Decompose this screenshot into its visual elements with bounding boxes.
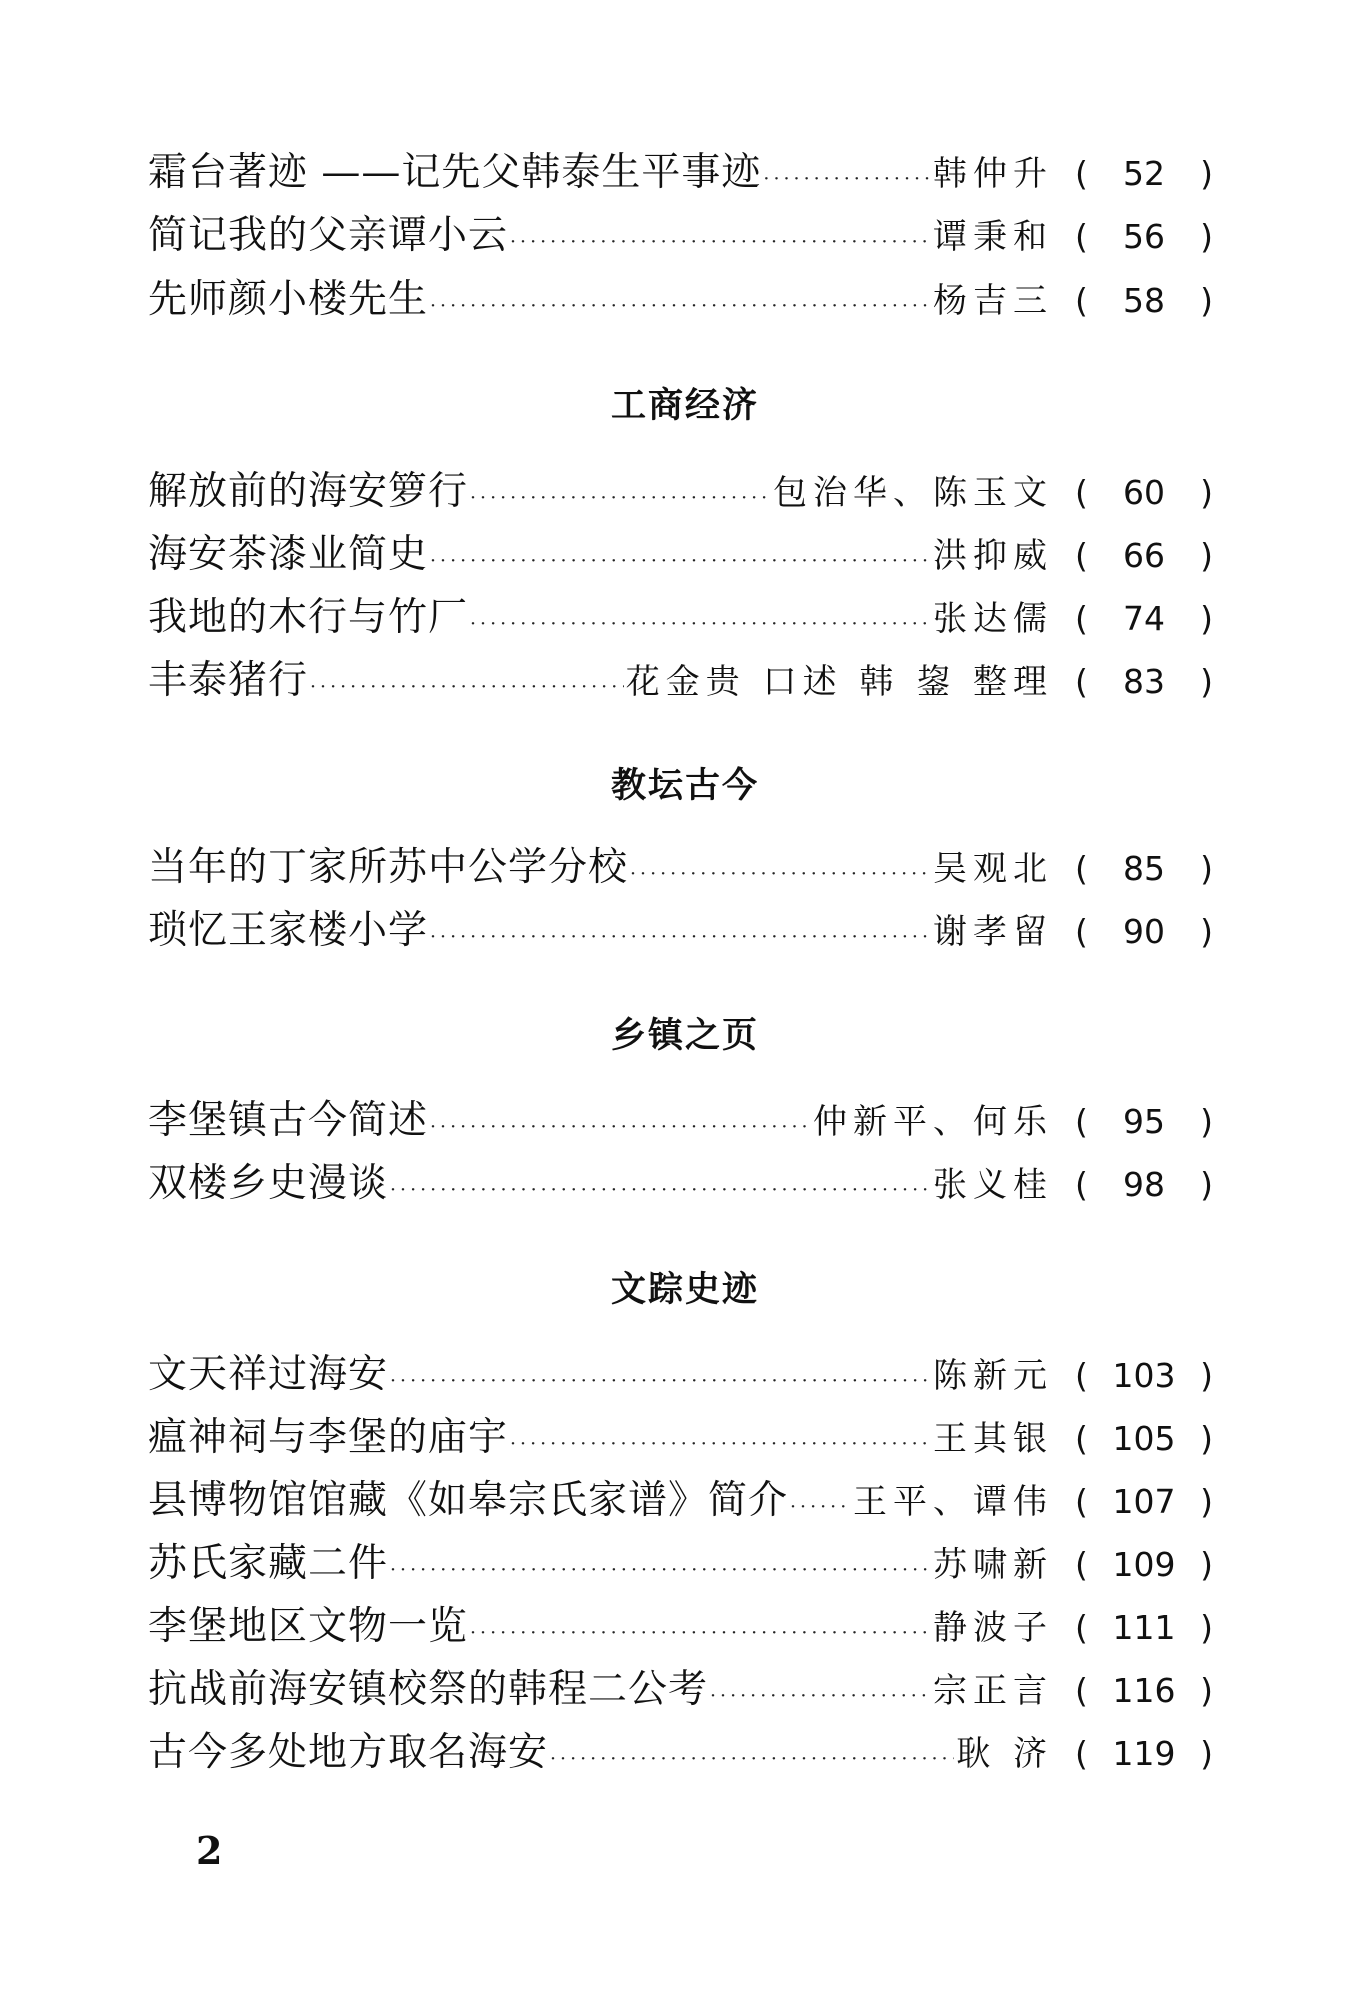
dot-leader	[470, 613, 931, 635]
entry-page-number: 109	[1112, 1545, 1176, 1584]
entry-page-ref: ( 83 )	[1075, 662, 1213, 701]
toc-entry	[148, 1658, 1213, 1714]
entry-author: 静波子	[933, 1608, 1053, 1648]
entry-page-number: 56	[1123, 217, 1165, 256]
entry-title: 琐忆王家楼小学	[148, 908, 429, 953]
entry-author: 耿 济	[956, 1734, 1053, 1774]
dot-leader	[710, 1685, 931, 1707]
dot-leader	[390, 1370, 931, 1392]
entry-title: 古今多处地方取名海安	[148, 1730, 549, 1775]
toc-entry	[148, 268, 1213, 324]
dot-leader	[510, 1433, 931, 1455]
entry-page-ref: ( 95 )	[1075, 1102, 1213, 1141]
entry-title: 李堡镇古今简述	[148, 1098, 429, 1143]
toc-entry	[148, 1721, 1213, 1777]
entry-title: 双楼乡史漫谈	[148, 1161, 389, 1206]
entry-page-number: 107	[1112, 1482, 1176, 1521]
entry-page-ref: ( 85 )	[1075, 849, 1213, 888]
entry-title: 先师颜小楼先生	[148, 277, 429, 322]
entry-page-ref: ( 107 )	[1075, 1482, 1213, 1521]
dot-leader	[630, 863, 931, 885]
toc-entry	[148, 1595, 1213, 1651]
entry-page-ref: ( 66 )	[1075, 536, 1213, 575]
entry-author: 王其银	[933, 1419, 1053, 1459]
section-heading: 乡镇之页	[610, 1016, 759, 1056]
section-heading: 文踪史迹	[610, 1270, 759, 1310]
entry-title: 霜台著迹 ——记先父韩泰生平事迹	[148, 150, 762, 195]
dot-leader	[550, 1748, 954, 1770]
entry-page-number: 74	[1123, 599, 1165, 638]
toc-entry	[148, 1406, 1213, 1462]
entry-author: 杨吉三	[933, 281, 1053, 321]
toc-entry	[148, 899, 1213, 955]
entry-page-number: 60	[1123, 473, 1165, 512]
section-heading: 工商经济	[610, 386, 759, 426]
entry-title: 当年的丁家所苏中公学分校	[148, 845, 629, 890]
entry-page-ref: ( 116 )	[1075, 1671, 1213, 1710]
dot-leader	[510, 231, 931, 253]
entry-page-ref: ( 90 )	[1075, 912, 1213, 951]
dot-leader	[430, 926, 931, 948]
dot-leader	[790, 1496, 851, 1518]
entry-page-ref: ( 119 )	[1075, 1734, 1213, 1773]
toc-entry	[148, 460, 1213, 516]
dot-leader	[430, 1116, 811, 1138]
entry-page-ref: ( 105 )	[1075, 1419, 1213, 1458]
entry-page-number: 103	[1112, 1356, 1176, 1395]
section-heading: 教坛古今	[610, 766, 759, 806]
entry-page-ref: ( 60 )	[1075, 473, 1213, 512]
entry-page-number: 98	[1123, 1165, 1165, 1204]
entry-title: 李堡地区文物一览	[148, 1604, 469, 1649]
toc-entry	[148, 1343, 1213, 1399]
entry-page-number: 119	[1112, 1734, 1176, 1773]
entry-page-number: 52	[1123, 154, 1165, 193]
toc-entry	[148, 204, 1213, 260]
entry-author: 仲新平、何乐	[813, 1102, 1053, 1142]
entry-title: 海安茶漆业简史	[148, 532, 429, 577]
entry-author: 包治华、陈玉文	[773, 473, 1053, 513]
entry-author: 宗正言	[933, 1671, 1053, 1711]
toc-entry	[148, 836, 1213, 892]
toc-entry	[148, 649, 1213, 705]
entry-page-number: 83	[1123, 662, 1165, 701]
entry-title: 文天祥过海安	[148, 1352, 389, 1397]
entry-author: 花金贵 口述 韩 鋆 整理	[625, 662, 1053, 702]
entry-title: 我地的木行与竹厂	[148, 595, 469, 640]
toc-entry	[148, 141, 1213, 197]
entry-page-ref: ( 74 )	[1075, 599, 1213, 638]
toc-entry	[148, 523, 1213, 579]
dot-leader	[470, 487, 771, 509]
entry-page-ref: ( 109 )	[1075, 1545, 1213, 1584]
entry-author: 张义桂	[933, 1165, 1053, 1205]
dot-leader	[310, 676, 624, 698]
entry-page-number: 111	[1112, 1608, 1176, 1647]
entry-title: 抗战前海安镇校祭的韩程二公考	[148, 1667, 709, 1712]
toc-entry	[148, 1089, 1213, 1145]
entry-page-ref: ( 52 )	[1075, 154, 1213, 193]
dot-leader	[390, 1559, 931, 1581]
dot-leader	[470, 1622, 931, 1644]
entry-page-number: 95	[1123, 1102, 1165, 1141]
entry-page-ref: ( 103 )	[1075, 1356, 1213, 1395]
entry-title: 简记我的父亲谭小云	[148, 213, 509, 258]
entry-page-number: 105	[1112, 1419, 1176, 1458]
entry-page-number: 90	[1123, 912, 1165, 951]
dot-leader	[390, 1179, 931, 1201]
entry-author: 谢孝留	[933, 912, 1053, 952]
toc-entry	[148, 1152, 1213, 1208]
entry-author: 王平、谭伟	[853, 1482, 1053, 1522]
toc-entry	[148, 1469, 1213, 1525]
entry-title: 瘟神祠与李堡的庙宇	[148, 1415, 509, 1460]
dot-leader	[763, 168, 931, 190]
entry-title: 解放前的海安箩行	[148, 469, 469, 514]
entry-page-ref: ( 58 )	[1075, 281, 1213, 320]
entry-page-number: 58	[1123, 281, 1165, 320]
entry-author: 张达儒	[933, 599, 1053, 639]
toc-entry	[148, 586, 1213, 642]
dot-leader	[430, 295, 931, 317]
entry-author: 洪抑威	[933, 536, 1053, 576]
entry-author: 陈新元	[933, 1356, 1053, 1396]
entry-page-ref: ( 56 )	[1075, 217, 1213, 256]
entry-author: 苏啸新	[933, 1545, 1053, 1585]
entry-author: 谭秉和	[933, 217, 1053, 257]
entry-page-ref: ( 98 )	[1075, 1165, 1213, 1204]
entry-title: 丰泰猪行	[148, 658, 309, 703]
entry-page-number: 85	[1123, 849, 1165, 888]
dot-leader	[430, 550, 931, 572]
entry-page-number: 66	[1123, 536, 1165, 575]
entry-title: 县博物馆馆藏《如皋宗氏家谱》简介	[148, 1478, 789, 1523]
entry-author: 韩仲升	[933, 154, 1053, 194]
page-number: 2	[196, 1828, 223, 1873]
entry-author: 吴观北	[933, 849, 1053, 889]
entry-title: 苏氏家藏二件	[148, 1541, 389, 1586]
entry-page-number: 116	[1112, 1671, 1176, 1710]
toc-entry	[148, 1532, 1213, 1588]
entry-page-ref: ( 111 )	[1075, 1608, 1213, 1647]
